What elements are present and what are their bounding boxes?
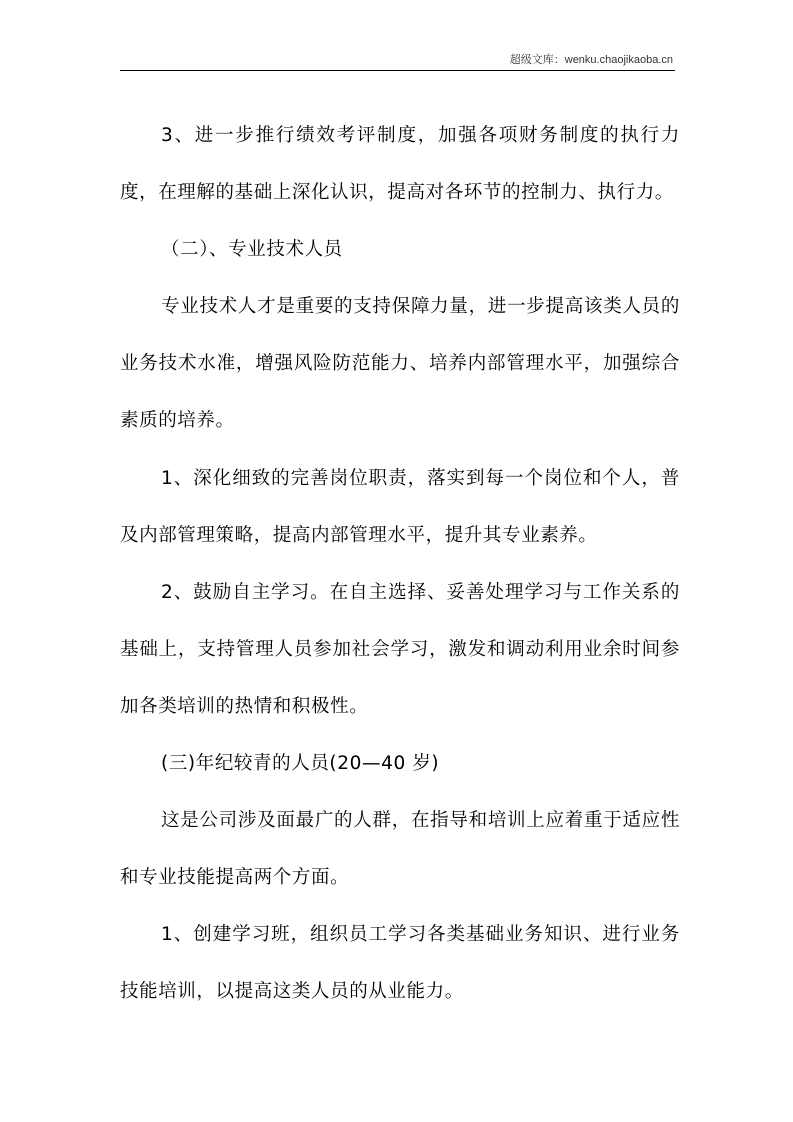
- page-header: [120, 48, 675, 71]
- paragraph-young-staff-intro: 这是公司涉及面最广的人群，在指导和培训上应着重于适应性和专业技能提高两个方面。: [120, 810, 680, 889]
- document-body: [120, 107, 680, 1021]
- header-site-url: wenku.chaojikaoba.cn: [564, 54, 673, 66]
- section-heading-technical-staff: （二）、专业技术人员: [161, 239, 343, 261]
- header-source: [510, 51, 673, 67]
- paragraph-technical-staff-intro: 专业技术人才是重要的支持保障力量，进一步提高该类人员的业务技术水准，增强风险防范能力、培养内部管理水平，加强综合素质的培养。: [120, 296, 680, 432]
- list-item-self-learning: 2、鼓励自主学习。在自主选择、妥善处理学习与工作关系的基础上，支持管理人员参加社会学习，激发和调动利用业余时间参加各类培训的热情和积极性。: [120, 581, 680, 717]
- list-item-job-responsibilities: 1、深化细致的完善岗位职责，落实到每一个岗位和个人，普及内部管理策略，提高内部管理水平，提升其专业素养。: [120, 467, 680, 546]
- section-heading-young-staff: (三)年纪较青的人员(20—40 岁): [161, 753, 440, 775]
- list-item-performance-evaluation: 3、进一步推行绩效考评制度，加强各项财务制度的执行力度，在理解的基础上深化认识，提高对各环节的控制力、执行力。: [120, 125, 680, 204]
- list-item-study-class: 1、创建学习班，组织员工学习各类基础业务知识、进行业务技能培训，以提高这类人员的从业能力。: [120, 924, 680, 1003]
- header-site-name: 超级文库：: [509, 53, 565, 66]
